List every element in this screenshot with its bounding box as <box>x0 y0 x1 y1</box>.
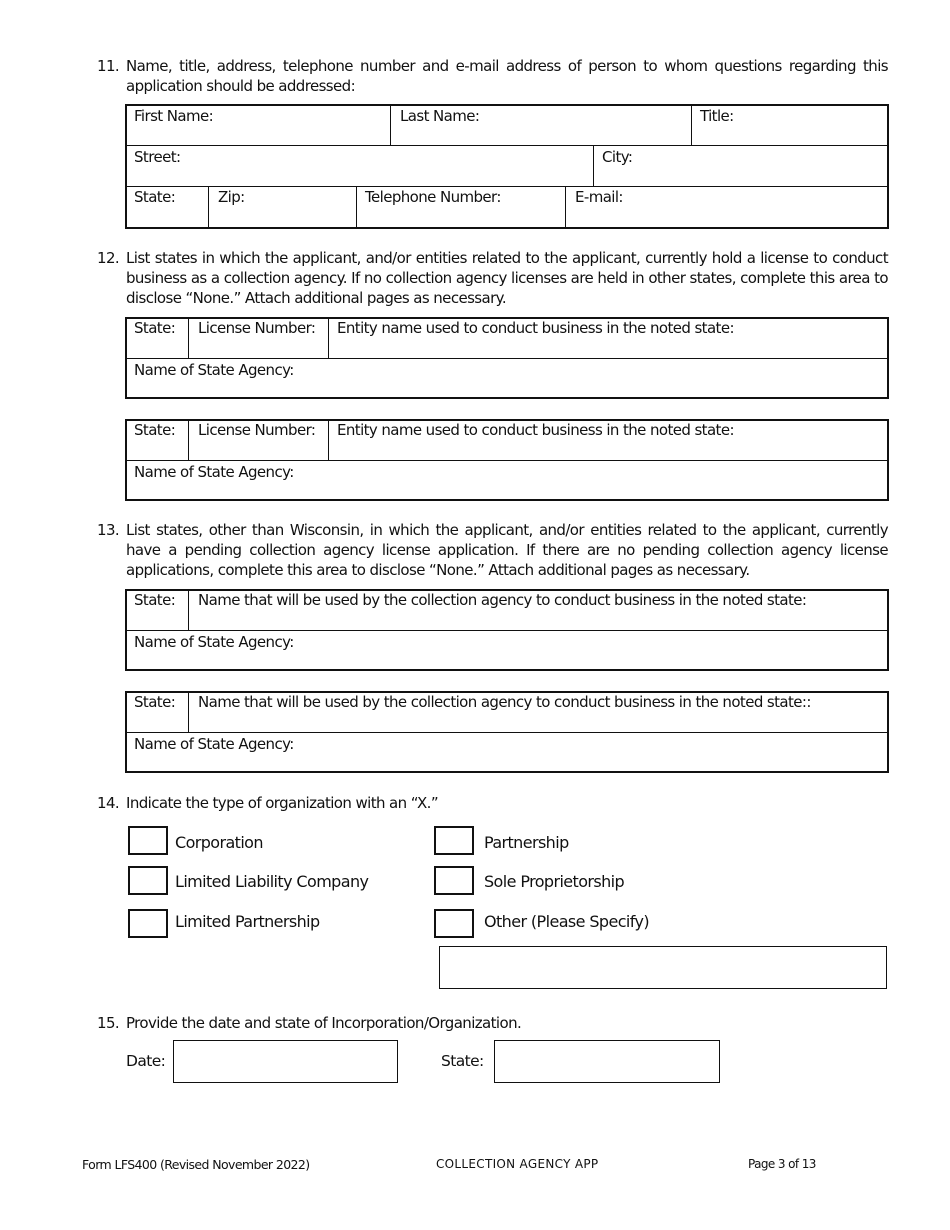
question-12-number: 12. <box>97 249 120 267</box>
divider <box>126 186 888 187</box>
state-label: State: <box>441 1052 484 1070</box>
form-number: Form LFS400 (Revised November 2022) <box>82 1157 310 1172</box>
divider <box>126 358 888 359</box>
question-15-number: 15. <box>97 1014 120 1032</box>
license-number-field[interactable]: License Number: <box>198 319 316 337</box>
divider <box>188 590 189 631</box>
divider <box>126 145 888 146</box>
divider <box>126 630 888 631</box>
state-agency-field[interactable]: Name of State Agency: <box>134 633 294 651</box>
state-agency-field[interactable]: Name of State Agency: <box>134 361 294 379</box>
pending-state-field[interactable]: State: <box>134 693 176 711</box>
title-field[interactable]: Title: <box>700 107 734 125</box>
date-label: Date: <box>126 1052 166 1070</box>
divider <box>328 318 329 359</box>
divider <box>356 187 357 228</box>
divider <box>188 318 189 359</box>
partnership-label: Partnership <box>484 833 569 852</box>
divider <box>126 460 888 461</box>
question-14-number: 14. <box>97 794 120 812</box>
divider <box>593 146 594 187</box>
state-agency-field[interactable]: Name of State Agency: <box>134 463 294 481</box>
question-15-text: Provide the date and state of Incorporation/Organization. <box>126 1014 522 1032</box>
divider <box>691 105 692 146</box>
question-11-text: Name, title, address, telephone number and e-mail address of person to whom questions regarding this application should be addressed: <box>126 57 888 95</box>
pending-state-field[interactable]: State: <box>134 591 176 609</box>
last-name-field[interactable]: Last Name: <box>400 107 480 125</box>
license-state-field[interactable]: State: <box>134 319 176 337</box>
question-13-text: List states, other than Wisconsin, in which the applicant, and/or entities related to the applicant, currently have a pending collection agency license application. If there are no pending collection agency license applications, complete this area to disclose “None.” Attach additional pages as necessary. <box>126 521 888 579</box>
divider <box>208 187 209 228</box>
other-checkbox[interactable] <box>434 909 474 938</box>
page-number: Page 3 of 13 <box>748 1157 816 1171</box>
partnership-checkbox[interactable] <box>434 826 474 855</box>
state-input[interactable] <box>494 1040 720 1083</box>
question-14-text: Indicate the type of organization with an “X.” <box>126 794 439 812</box>
divider <box>126 732 888 733</box>
llc-checkbox[interactable] <box>128 866 168 895</box>
telephone-field[interactable]: Telephone Number: <box>365 188 501 206</box>
sole-proprietorship-checkbox[interactable] <box>434 866 474 895</box>
form-title: COLLECTION AGENCY APP <box>436 1157 599 1171</box>
city-field[interactable]: City: <box>602 148 633 166</box>
divider <box>188 692 189 733</box>
limited-partnership-checkbox[interactable] <box>128 909 168 938</box>
other-specify-input[interactable] <box>439 946 887 989</box>
state-field[interactable]: State: <box>134 188 176 206</box>
email-field[interactable]: E-mail: <box>575 188 623 206</box>
business-name-field[interactable]: Name that will be used by the collection agency to conduct business in the noted state:: <box>198 693 811 711</box>
llc-label: Limited Liability Company <box>175 872 369 891</box>
street-field[interactable]: Street: <box>134 148 181 166</box>
license-number-field[interactable]: License Number: <box>198 421 316 439</box>
corporation-label: Corporation <box>175 833 263 852</box>
question-13-number: 13. <box>97 521 120 539</box>
limited-partnership-label: Limited Partnership <box>175 912 320 931</box>
business-name-field[interactable]: Name that will be used by the collection agency to conduct business in the noted state: <box>198 591 807 609</box>
divider <box>565 187 566 228</box>
question-11-number: 11. <box>97 57 120 75</box>
entity-name-field[interactable]: Entity name used to conduct business in the noted state: <box>337 319 734 337</box>
divider <box>390 105 391 146</box>
divider <box>328 420 329 461</box>
corporation-checkbox[interactable] <box>128 826 168 855</box>
contact-person-table <box>125 104 889 229</box>
zip-field[interactable]: Zip: <box>218 188 245 206</box>
divider <box>188 420 189 461</box>
first-name-field[interactable]: First Name: <box>134 107 214 125</box>
entity-name-field[interactable]: Entity name used to conduct business in the noted state: <box>337 421 734 439</box>
sole-proprietorship-label: Sole Proprietorship <box>484 872 625 891</box>
license-state-field[interactable]: State: <box>134 421 176 439</box>
other-label: Other (Please Specify) <box>484 912 650 931</box>
question-12-text: List states in which the applicant, and/or entities related to the applicant, currently hold a license to conduct business as a collection agency. If no collection agency licenses are held in other states, complete this area to disclose “None.” Attach additional pages as necessary. <box>126 249 888 307</box>
date-input[interactable] <box>173 1040 398 1083</box>
state-agency-field[interactable]: Name of State Agency: <box>134 735 294 753</box>
